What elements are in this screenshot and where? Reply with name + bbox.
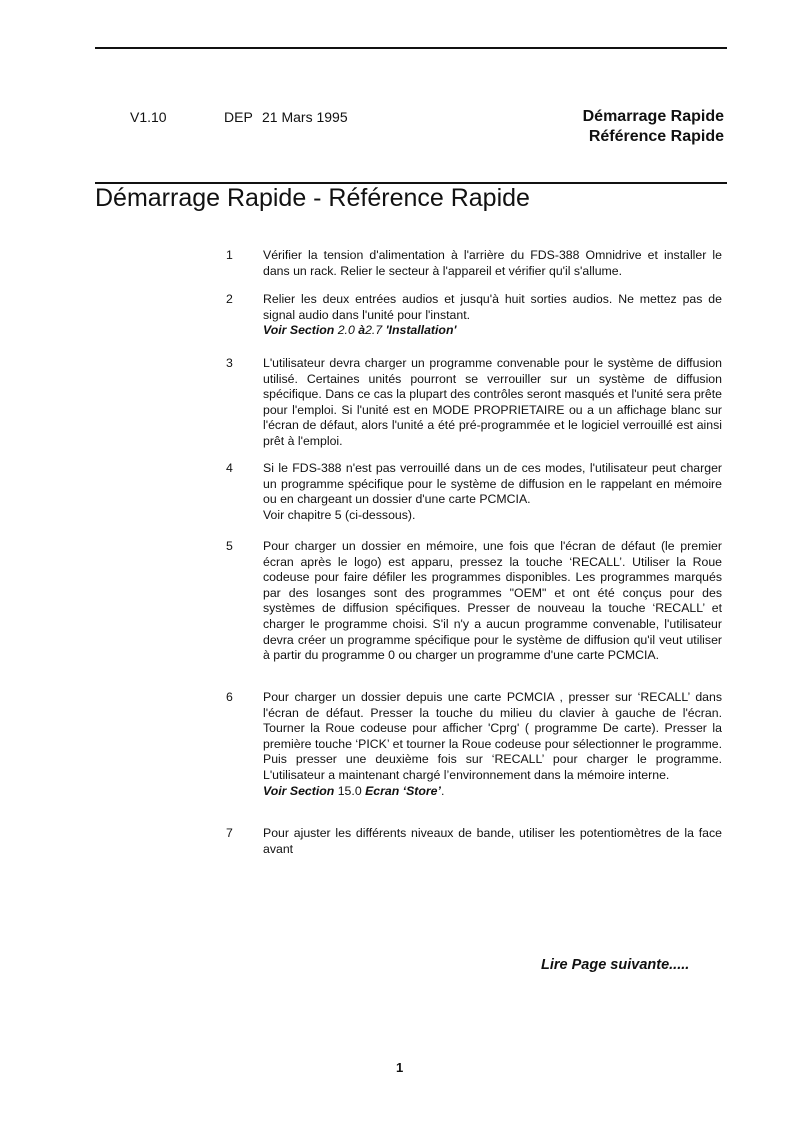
item-text: Vérifier la tension d'alimentation à l'arrière du FDS-388 Omnidrive et installer le dans un rack. Relier le secteur à l'appareil et vérifier qu'il s'allume. xyxy=(263,248,722,278)
item-text: Pour charger un dossier en mémoire, une fois que l'écran de défaut (le premier écran après le logo) est apparu, pressez la touche ‘RECALL’. Utiliser la Roue codeuse pour faire défiler les programmes disponibles. Les programmes marqués par des losanges sont des programmes "OEM" et ont été conçus pour des systèmes de diffusion spécifiques. Presser de nouveau la touche ‘RECALL’ et charger le programme choisi. S'il n'y a aucun programme convenable, l'utilisateur devra créer un programme spécifique pour le système de diffusion qu'il veut utiliser à partir du programme 0 ou charger un programme d'une carte PCMCIA. xyxy=(263,539,722,663)
item-text: Pour charger un dossier depuis une carte PCMCIA , presser sur ‘RECALL’ dans l'écran de défaut. Presser la touche du milieu du clavier à gauche de l'écran. Tourner la Roue codeuse pour afficher 'Cprg' ( programme De carte). Presser la première touche ‘PICK’ et tourner la Roue codeuse pour sélectionner le programme. Puis presser une deuxième fois sur ‘RECALL’ pour charger le programme. L'utilisateur a maintenant chargé l’environnement dans la mémoire interne. xyxy=(263,690,722,782)
item-number: 3 xyxy=(226,356,233,370)
list-item xyxy=(226,292,722,339)
department: DEP xyxy=(224,109,253,125)
item-number: 2 xyxy=(226,292,233,306)
date: 21 Mars 1995 xyxy=(262,109,348,125)
page-title: Démarrage Rapide - Référence Rapide xyxy=(95,184,530,212)
next-page-note: Lire Page suivante..... xyxy=(541,957,690,973)
item-text: Si le FDS-388 n'est pas verrouillé dans un de ces modes, l'utilisateur peut charger un programme spécifique pour le système de diffusion en le rappelant en mémoire ou en chargeant un dossier d'une carte PCMCIA. xyxy=(263,461,722,507)
header-title-1: Démarrage Rapide xyxy=(582,108,724,125)
item-number: 7 xyxy=(226,826,233,840)
section-reference: Voir Section 2.0 à2.7 'Installation' xyxy=(263,323,457,338)
version: V1.10 xyxy=(130,109,167,125)
item-text: L'utilisateur devra charger un programme convenable pour le système de diffusion utilisé. Certaines unités pourront se verrouiller sur un système de diffusion spécifique. Dans ce cas la plupart des contrôles seront masqués et l'unité sera prête pour l'emploi. Si l'unité est en MODE PROPRIETAIRE ou a un affichage blanc sur l'écran de défaut, alors l'unité a été pré-programmée et le logiciel verrouillé est ainsi prêt à l'emploi. xyxy=(263,356,722,448)
list-item xyxy=(226,248,722,279)
list-item xyxy=(226,690,722,799)
list-item xyxy=(226,826,722,857)
item-text: Pour ajuster les différents niveaux de bande, utiliser les potentiomètres de la face avant xyxy=(263,826,722,856)
header-title-2: Référence Rapide xyxy=(588,128,724,145)
item-number: 4 xyxy=(226,461,233,475)
top-rule xyxy=(95,47,727,49)
item-text: Relier les deux entrées audios et jusqu'à huit sorties audios. Ne mettez pas de signal audio dans l'unité pour l'instant. xyxy=(263,292,722,322)
item-number: 1 xyxy=(226,248,233,262)
list-item xyxy=(226,356,722,450)
item-number: 6 xyxy=(226,690,233,704)
page-number: 1 xyxy=(396,1060,404,1075)
item-note: Voir chapitre 5 (ci-dessous). xyxy=(263,507,416,522)
section-reference: Voir Section 15.0 Ecran ‘Store’. xyxy=(263,783,445,798)
list-item xyxy=(226,539,722,664)
list-item xyxy=(226,461,722,523)
item-number: 5 xyxy=(226,539,233,553)
